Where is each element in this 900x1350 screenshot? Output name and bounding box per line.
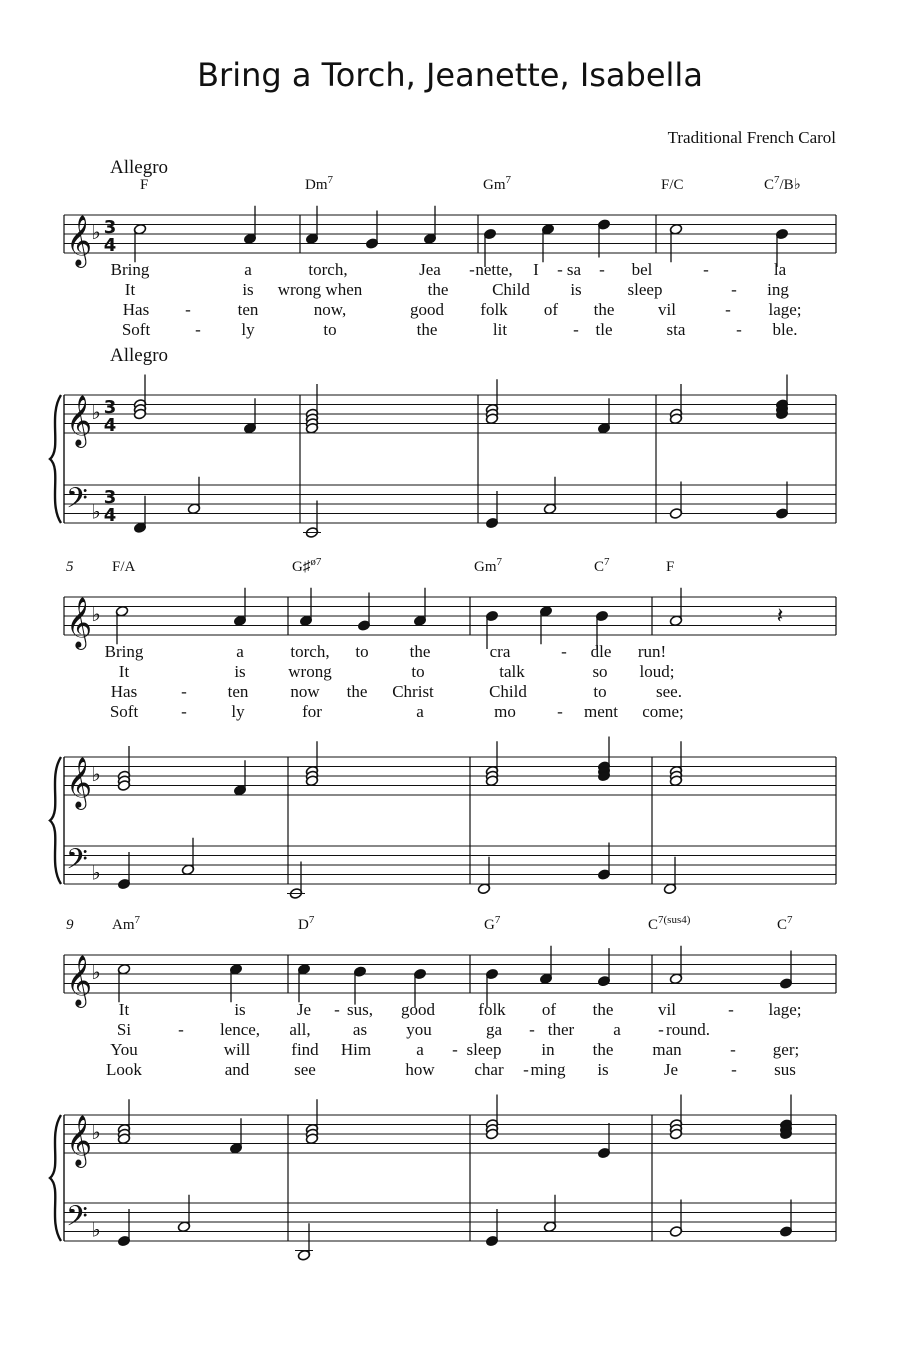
lyric-syllable: ming [530,1060,566,1079]
key-signature-flat: ♭ [91,220,101,244]
lyric-syllable: Bring [104,642,144,661]
lyric-syllable: vil [658,300,676,319]
time-signature: 4 [103,415,117,436]
key-signature-flat: ♭ [91,960,101,984]
bass-clef: 𝄢 [66,482,88,522]
chord-extension: 7 [308,914,315,926]
chord-symbol [112,559,136,575]
treble-clef: 𝄞 [66,955,93,1006]
lyric-syllable: - [469,260,475,279]
tempo-marking-piano: Allegro [110,345,169,366]
chord-root: C [648,917,659,933]
lyric-syllable: a [416,702,424,721]
lyric-syllable: find [291,1040,319,1059]
lyric-syllable: ly [241,320,255,339]
lyric-syllable: char [474,1060,504,1079]
measure-number: 9 [66,917,74,933]
treble-clef: 𝄞 [66,597,93,648]
lyric-syllable: lit [492,320,508,339]
lyric-syllable: - [185,300,191,319]
chord-root: G♯ [292,559,311,575]
lyric-syllable: a [236,642,244,661]
lyric-syllable: - [452,1040,458,1059]
lyric-syllable: man [652,1040,682,1059]
lyric-syllable: Christ [392,682,434,701]
lyric-syllable: lage; [768,1000,802,1019]
chord-symbol [305,174,334,193]
chord-symbol [298,914,315,933]
composer-credit: Traditional French Carol [667,128,836,147]
lyric-syllable: how [405,1060,435,1079]
chord-root: G [484,917,495,933]
lyric-syllable: now, [313,300,347,319]
chord-extension: 7 [134,914,140,926]
key-signature-flat: ♭ [91,602,101,626]
chord-root: C [764,177,775,193]
lyric-syllable: tle [595,320,613,339]
chord-extension: ø7 [310,556,322,568]
lyric-syllable: sta [666,320,686,339]
lyric-syllable: - [561,642,567,661]
lyric-syllable: the [592,1000,614,1019]
lyric-syllable: It [124,280,136,299]
lyric-syllable: to [355,642,369,661]
lyric-syllable: of [541,1000,557,1019]
lyric-syllable: I [533,260,539,279]
time-signature: 4 [103,505,117,526]
lyric-syllable: - [728,1000,734,1019]
key-signature-flat: ♭ [91,860,101,885]
lyric-syllable: - [181,702,187,721]
lyric-syllable: ten [237,300,259,319]
lyric-syllable: wrong [288,662,332,681]
treble-clef: 𝄞 [66,395,93,446]
chord-extension: 7 [774,174,780,186]
chord-root: Am [112,917,135,933]
lyric-syllable: - [731,1060,737,1079]
chord-extension: 7 [496,556,502,568]
lyric-syllable: - [178,1020,184,1039]
lyric-syllable: Look [106,1060,142,1079]
lyric-syllable: It [118,1000,130,1019]
lyric-syllable: mo [494,702,516,721]
lyric-syllable: will [223,1040,251,1059]
treble-clef: 𝄞 [66,215,93,266]
lyric-syllable: loud; [639,662,675,681]
lyric-syllable: ten [227,682,249,701]
lyric-syllable: - [599,260,605,279]
chord-symbol [648,914,691,933]
lyric-syllable: in [541,1040,555,1059]
treble-clef: 𝄞 [66,757,93,808]
chord-root: C [594,559,605,575]
lyric-syllable: a [613,1020,621,1039]
lyric-syllable: lage; [768,300,802,319]
lyric-syllable: lence, [219,1020,261,1039]
time-signature: 3 [103,397,117,418]
lyric-syllable: the [346,682,368,701]
lyric-syllable: a [244,260,252,279]
lyric-syllable: for [302,702,322,721]
lyric-syllable: dle [590,642,612,661]
lyric-syllable: la [773,260,787,279]
lyric-syllable: talk [499,662,525,681]
lyric-syllable: of [543,300,559,319]
song-title: Bring a Torch, Jeanette, Isabella [197,56,703,94]
lyric-syllable: - [557,260,563,279]
chord-root: D [298,917,309,933]
lyric-syllable: Soft [121,320,151,339]
chord-root: F/C [661,177,684,193]
lyric-syllable: a [416,1040,424,1059]
piano-brace [50,757,61,884]
chord-symbol [661,177,684,193]
lyric-syllable: see. [656,682,682,701]
lyric-syllable: as [352,1020,368,1039]
time-signature: 3 [103,217,117,238]
lyric-syllable: and [224,1060,250,1079]
lyric-syllable: round. [666,1020,710,1039]
lyric-syllable: to [411,662,425,681]
lyric-syllable: - [730,1040,736,1059]
lyric-syllable: Child [489,682,527,701]
chord-root: Gm [483,177,506,193]
chord-root: F [666,559,675,575]
chord-root: Dm [305,177,328,193]
treble-clef: 𝄞 [66,1115,93,1166]
lyric-syllable: good [410,300,444,319]
key-signature-flat: ♭ [91,400,101,424]
lyric-syllable: folk [480,300,508,319]
chord-root: F/A [112,559,136,575]
lyric-syllable: cra [489,642,511,661]
lyric-syllable: Soft [109,702,139,721]
lyric-syllable: - [529,1020,535,1039]
lyric-syllable: is [234,1000,246,1019]
chord-root: Gm [474,559,497,575]
key-signature-flat: ♭ [91,762,101,786]
key-signature-flat: ♭ [91,499,101,524]
lyric-syllable: the [592,1040,614,1059]
lyric-syllable: sus, [347,1000,373,1019]
lyric-syllable: Je [663,1060,679,1079]
key-signature-flat: ♭ [91,1217,101,1242]
lyric-syllable: - [731,280,737,299]
lyric-syllable: - [736,320,742,339]
lyric-syllable: sleep [627,280,663,299]
lyric-syllable: folk [478,1000,506,1019]
lyric-syllable: Him [340,1040,372,1059]
chord-extension: 7 [327,174,333,186]
chord-extension: 7(sus4) [658,914,691,926]
lyric-syllable: You [110,1040,138,1059]
lyric-syllable: - [523,1060,529,1079]
lyric-syllable: - [573,320,579,339]
lyric-syllable: is [570,280,582,299]
chord-symbol [594,556,610,575]
lyric-syllable: so [592,662,608,681]
chord-extension: 7 [604,556,610,568]
lyric-syllable: torch, [290,642,330,661]
chord-extension: 7 [505,174,511,186]
lyric-syllable: - [181,682,187,701]
time-signature: 4 [103,235,117,256]
chord-extension: 7 [494,914,501,926]
lyric-syllable: sus [774,1060,796,1079]
lyric-syllable: Jea [419,260,441,279]
lyric-syllable: is [597,1060,609,1079]
lyric-syllable: - [658,1020,664,1039]
lyric-syllable: sleep [466,1040,502,1059]
bass-clef: 𝄢 [66,843,88,883]
piano-brace [50,395,61,523]
measure-number: 5 [66,559,74,575]
lyric-syllable: nette, [475,260,513,279]
lyric-syllable: sa [566,260,582,279]
lyric-syllable: ther [547,1020,575,1039]
lyric-syllable: good [401,1000,435,1019]
lyric-syllable: ger; [772,1040,800,1059]
lyric-syllable: ment [584,702,618,721]
lyric-syllable: now [290,682,320,701]
lyric-syllable: wrong when [277,280,363,299]
chord-symbol [666,559,674,575]
time-signature: 3 [103,487,117,508]
lyric-syllable: vil [658,1000,676,1019]
lyric-syllable: - [725,300,731,319]
lyric-syllable: - [557,702,563,721]
lyric-syllable: - [703,260,709,279]
chord-symbol [140,177,148,193]
lyric-syllable: torch, [308,260,348,279]
key-signature-flat: ♭ [91,1120,101,1144]
piano-brace [50,1115,61,1241]
lyric-syllable: It [118,662,130,681]
lyric-syllable: you [406,1020,432,1039]
chord-symbol [292,556,322,575]
lyric-syllable: Has [122,300,150,319]
lyric-syllable: ing [767,280,789,299]
chord-symbol [484,914,501,933]
chord-bass: /B♭ [779,177,801,193]
lyric-syllable: - [334,1000,340,1019]
lyric-syllable: the [427,280,449,299]
chord-symbol [764,174,801,193]
bass-clef: 𝄢 [66,1200,88,1240]
lyric-syllable: Has [110,682,138,701]
lyric-syllable: Bring [110,260,150,279]
chord-symbol [483,174,512,193]
lyric-syllable: run! [637,642,667,661]
lyric-syllable: Child [492,280,530,299]
chord-root: F [140,177,149,193]
tempo-marking: Allegro [110,157,169,178]
lyric-syllable: bel [631,260,653,279]
lyric-syllable: is [234,662,246,681]
lyric-syllable: ga [485,1020,503,1039]
chord-symbol [777,914,793,933]
lyric-syllable: ble. [772,320,798,339]
lyric-syllable: come; [642,702,684,721]
chord-extension: 7 [787,914,793,926]
lyric-syllable: the [593,300,615,319]
lyric-syllable: to [593,682,607,701]
lyric-syllable: Je [296,1000,312,1019]
chord-symbol [112,914,141,933]
lyric-syllable: the [416,320,438,339]
lyric-syllable: to [323,320,337,339]
lyric-syllable: the [409,642,431,661]
chord-root: C [777,917,788,933]
lyric-syllable: is [242,280,254,299]
chord-symbol [474,556,503,575]
quarter-rest: 𝄽 [776,604,784,629]
lyric-syllable: all, [289,1020,311,1039]
lyric-syllable: Si [116,1020,132,1039]
lyric-syllable: - [195,320,201,339]
lyric-syllable: ly [231,702,245,721]
lyric-syllable: see [294,1060,316,1079]
